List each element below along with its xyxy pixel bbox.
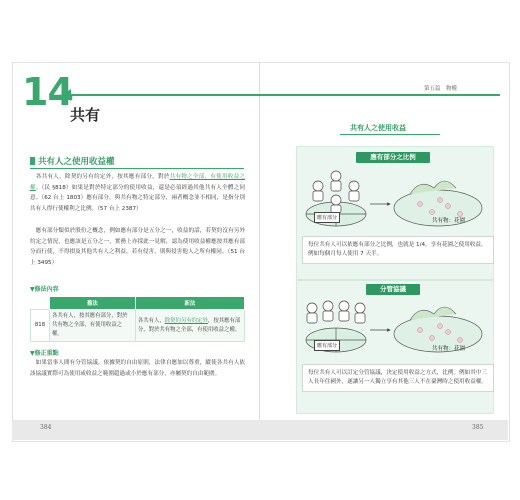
gutter-divider (259, 62, 260, 440)
panel2-object-label: 共有物：花園 (432, 346, 466, 352)
article-number: 818 (31, 310, 50, 342)
panel1-share-tag: 應有部分 (314, 212, 340, 223)
table-row (31, 310, 245, 342)
page-number-right: 385 (472, 424, 484, 431)
new-law-highlight: 除契約另有約定外 (164, 317, 208, 324)
right-section-rule (340, 134, 440, 135)
law-comparison-table (30, 296, 245, 342)
panel1-object-label: 共有物：花園 (432, 218, 466, 224)
bottom-band (12, 420, 508, 440)
header-meta: 第五篇 物權 (424, 86, 458, 92)
para1-text-a: 各共有人，除契約另有約定外，按其應有部分，對於 (30, 174, 170, 180)
section-marker-icon (30, 157, 35, 165)
old-law-cell: 各共有人，按其應有部分，對於共有物之全部，有使用收益之權。 (50, 310, 136, 342)
panel2-label: 分管協議 (366, 284, 420, 295)
section-rule (30, 168, 244, 169)
chapter-title: 共有 (70, 106, 101, 124)
paragraph-2: 應有部分類似於股份之概念，例如應有部分是五分之一，收益的話，若契約沒有另外約定之情況，也應該是五分之一，實務上亦採此一見解，認為使用收益權應按其應有部分而行使，不得損及其他共有人之利益，若有侵害，則與侵害他人之所有權同。（51 台上 3495） (30, 228, 245, 266)
paragraph-1 (30, 172, 245, 214)
section-title: 共有人之使用收益權 (38, 157, 115, 167)
page-number-left: 384 (40, 424, 52, 431)
amendment-paragraph: 如果當事人間有分管協議，依據契約自由原則，法律自應加以尊重，縱使各共有人依該協議實際可為使用或收益之範圍超過或小於應有部分，亦屬契約自由範圍。 (30, 360, 245, 377)
panel2-share-tag: 應有部分 (314, 340, 340, 351)
panel2-note: 每位共有人可以訂定分管協議，決定使用收益之方式，比例。例如其中三人長年住國外，遂讓另一人獨立享有其他三人不在臺灣時之使用收益權。 (302, 364, 494, 392)
table-header-new: 新法 (135, 297, 244, 310)
right-section-title: 共有人之使用收益 (350, 124, 406, 132)
panel1-note: 每位共有人可以依應有部分之比例，也就是 1/4，享有花園之使用收益，例如每個月每人使用 7 天半。 (302, 236, 494, 264)
para1-text-b: 。（民 §818）如果是對於特定部分的使用收益，還是必須經過其他共有人全體之同意。（62 台上 1803）應有部分，與共有物之特定部分，兩者概念並不相同，是指分別共有人得行使權利之比例。（57 台上 2387） (30, 184, 245, 212)
para1-highlight: 共有物之全部，有使用收益之權 (30, 174, 245, 191)
law-change-title: ▼修法內容 (30, 286, 59, 293)
header-rule (68, 94, 500, 96)
new-law-cell: 各共有人，除契約另有約定外，按其應有部分，對於共有物之全部，有使用收益之權。 (135, 310, 244, 342)
table-header-old: 舊法 (50, 297, 136, 310)
chapter-number: 14 (22, 70, 73, 114)
panel1-label: 應有部分之比例 (356, 152, 430, 163)
amendment-title: ▼修正重點 (30, 350, 59, 357)
